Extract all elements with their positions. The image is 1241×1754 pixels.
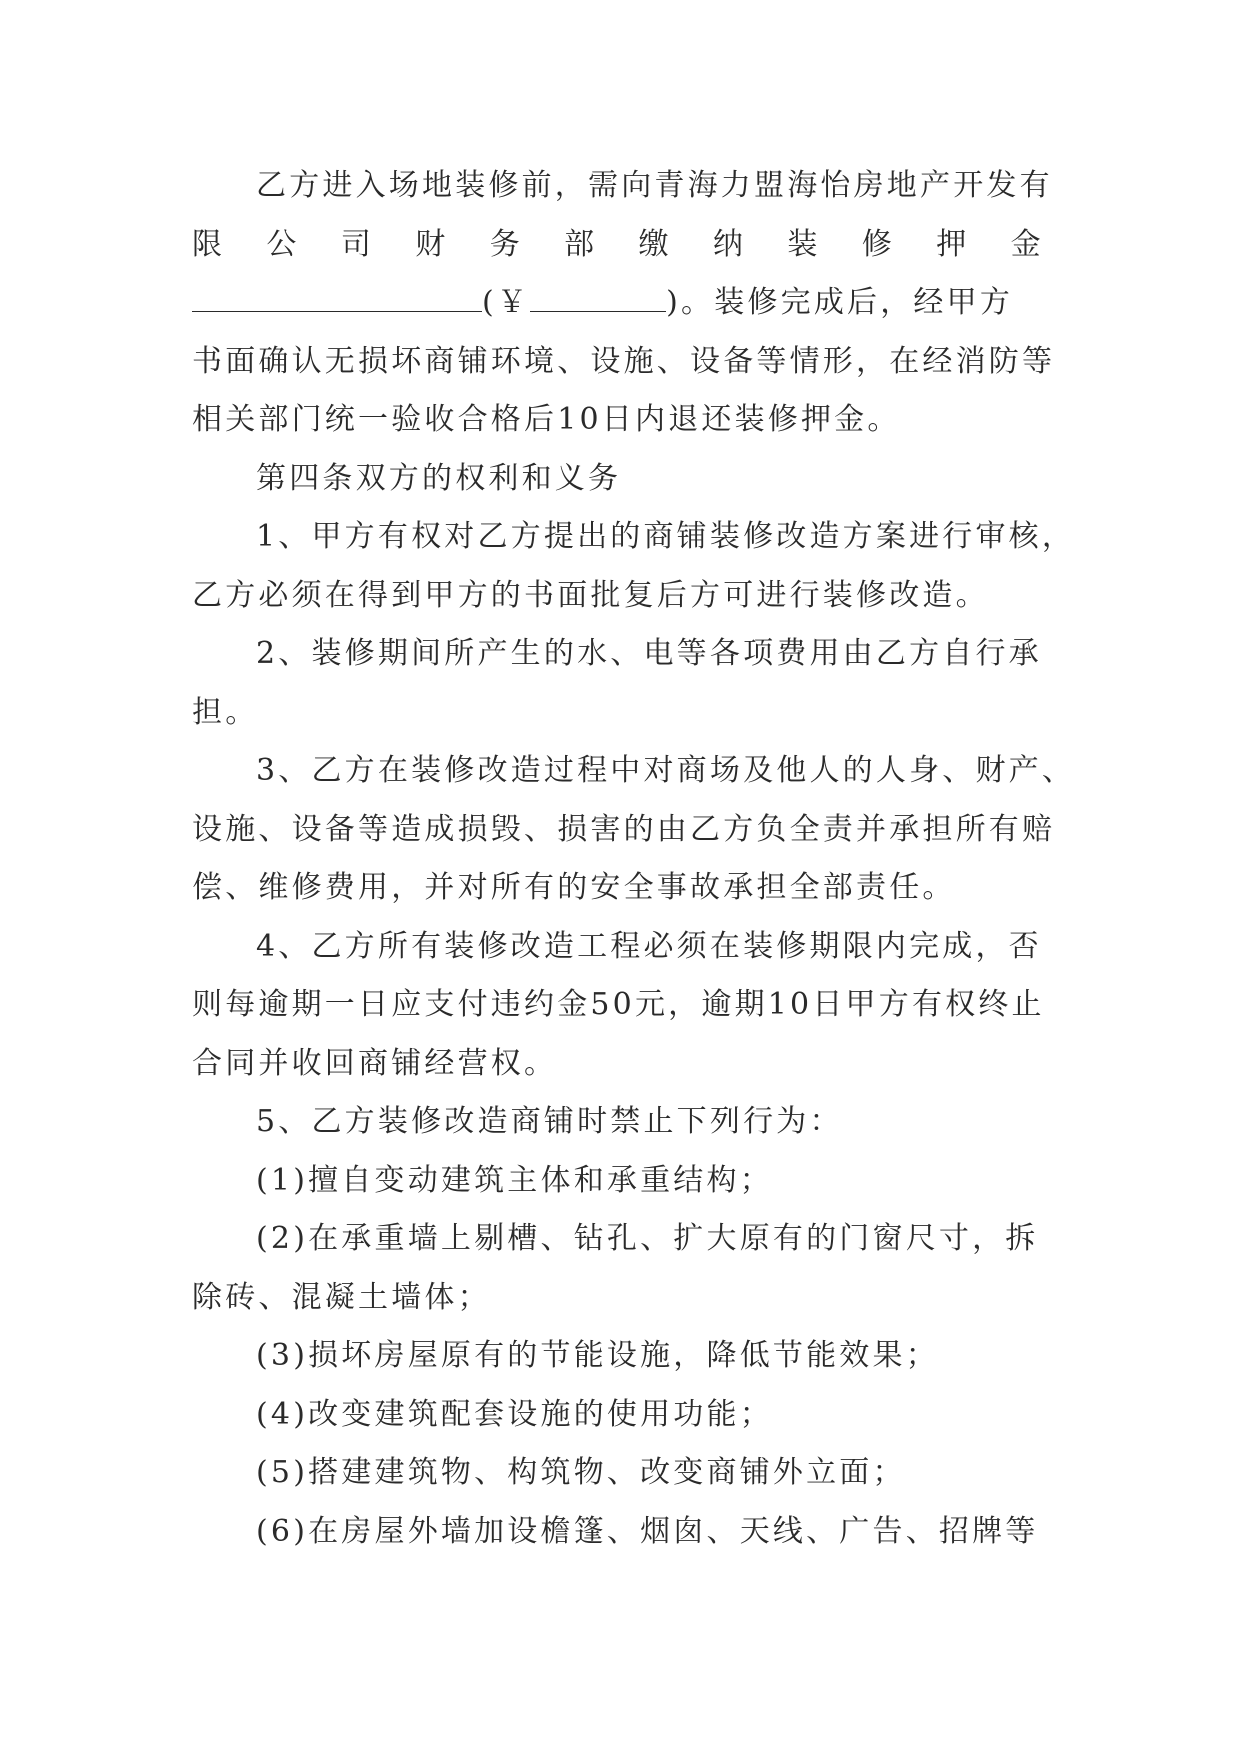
char: 装 xyxy=(787,226,821,262)
char: 限 xyxy=(192,226,226,262)
list-item: (4)改变建筑配套设施的使用功能； xyxy=(256,1396,773,1432)
list-item: (6)在房屋外墙加设檐篷、烟囱、天线、广告、招牌等 xyxy=(256,1513,1039,1549)
paragraph-line: 则每逾期一日应支付违约金50元，逾期10日甲方有权终止 xyxy=(192,987,1045,1022)
section-heading: 第四条双方的权利和义务 xyxy=(256,460,622,496)
paragraph-line: 相关部门统一验收合格后10日内退还装修押金。 xyxy=(192,402,901,437)
list-intro: 5、乙方装修改造商铺时禁止下列行为： xyxy=(256,1104,843,1139)
char: 务 xyxy=(489,226,523,262)
char: 财 xyxy=(415,226,449,262)
char: 纳 xyxy=(712,226,747,262)
paragraph-line: 乙方必须在得到甲方的书面批复后方可进行装修改造。 xyxy=(192,577,989,613)
list-item: (3)损坏房屋原有的节能设施，降低节能效果； xyxy=(256,1338,939,1373)
char: 司 xyxy=(340,226,375,262)
list-item: (1)擅自变动建筑主体和承重结构； xyxy=(256,1162,773,1198)
char: 公 xyxy=(266,226,300,262)
deposit-amount-line xyxy=(192,274,1052,333)
paragraph-line: 偿、维修费用，并对所有的安全事故承担全部责任。 xyxy=(192,870,956,905)
char: 金 xyxy=(1010,226,1044,262)
char: 缴 xyxy=(638,226,672,262)
list-item: (5)搭建建筑物、构筑物、改变商铺外立面； xyxy=(256,1455,906,1490)
paragraph-line: 2、装修期间所产生的水、电等各项费用由乙方自行承 xyxy=(256,636,1042,671)
char: 部 xyxy=(564,226,598,262)
paragraph-line: 3、乙方在装修改造过程中对商场及他人的人身、财产、 xyxy=(256,753,1076,788)
paragraph-line: 担。 xyxy=(192,694,259,730)
currency-open: (￥ xyxy=(482,285,531,320)
paragraph-line: 乙方进入场地装修前，需向青海力盟海怡房地产开发有 xyxy=(256,168,1053,203)
paragraph-line-justified xyxy=(192,216,1044,275)
deposit-amount-number-blank[interactable] xyxy=(530,275,666,312)
paragraph-line: 书面确认无损坏商铺环境、设施、设备等情形，在经消防等 xyxy=(192,343,1056,379)
paragraph-line: 设施、设备等造成损毁、损害的由乙方负全责并承担所有赔 xyxy=(192,811,1056,847)
paragraph-line: 4、乙方所有装修改造工程必须在装修期限内完成，否 xyxy=(256,928,1042,964)
deposit-line-tail: )。装修完成后，经甲方 xyxy=(666,285,1014,320)
list-item-continuation: 除砖、混凝土墙体； xyxy=(192,1279,491,1315)
list-item: (2)在承重墙上剔槽、钻孔、扩大原有的门窗尺寸，拆 xyxy=(256,1221,1039,1256)
deposit-amount-blank[interactable] xyxy=(192,275,482,312)
char: 押 xyxy=(936,226,970,262)
paragraph-line: 合同并收回商铺经营权。 xyxy=(192,1045,558,1081)
char: 修 xyxy=(861,226,895,262)
contract-body xyxy=(192,157,1076,1561)
paragraph-line: 1、甲方有权对乙方提出的商铺装修改造方案进行审核， xyxy=(256,519,1076,554)
